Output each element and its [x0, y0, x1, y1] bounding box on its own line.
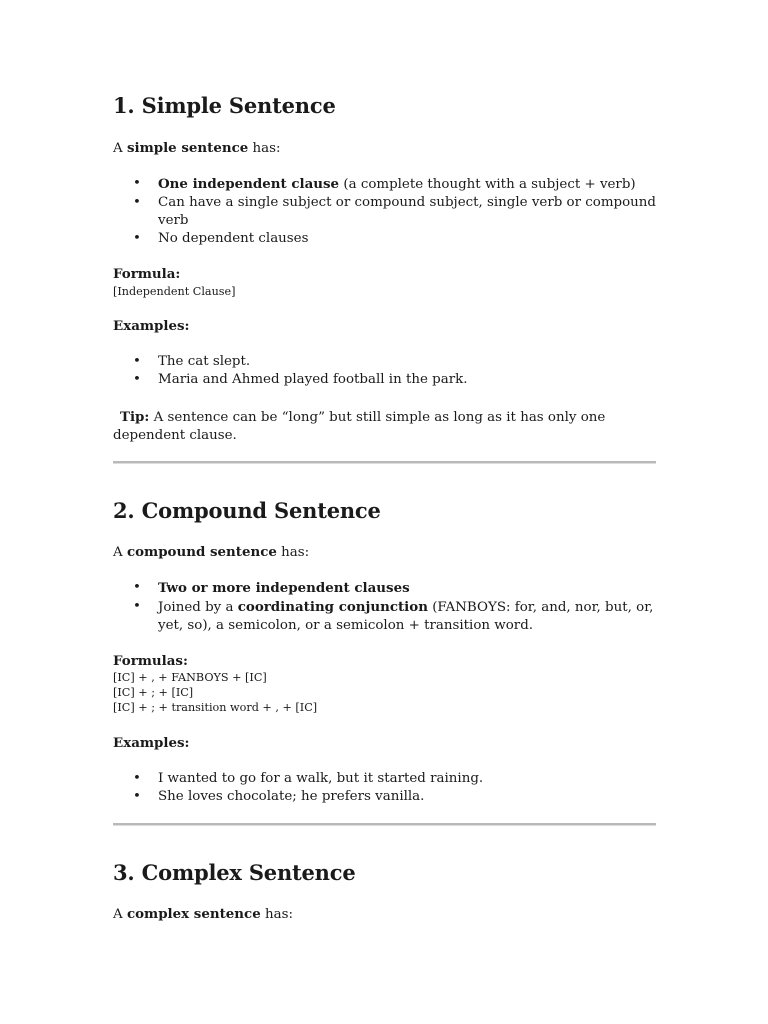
list-item — [113, 230, 656, 248]
formulas-label-text: Formulas: — [113, 653, 188, 669]
examples-label — [113, 317, 190, 336]
intro-text: has: — [260, 907, 293, 922]
section-divider — [113, 823, 656, 826]
list-item-text: Can have a single subject or compound subject, single verb or compound verb — [158, 195, 656, 228]
list-item-text: (FANBOYS: for, and, nor, but, or, yet, so), a semicolon, or a semicolon + transition word. — [158, 600, 654, 633]
formula-line: [IC] + ; + [IC] — [113, 686, 194, 699]
list-item: • She loves chocolate; he prefers vanilla. — [113, 788, 656, 806]
intro-term: simple sentence — [126, 140, 249, 156]
simple-sentence-intro — [113, 139, 281, 158]
list-item-text: No dependent clauses — [158, 231, 309, 246]
section-heading-simple-sentence: 1. Simple Sentence — [113, 93, 336, 118]
list-item — [113, 194, 656, 230]
formula-label-text: Formula: — [113, 266, 181, 282]
list-item-text: Joined by a — [158, 600, 238, 615]
list-item-term: Two or more independent clauses — [158, 580, 410, 596]
formula-line: [Independent Clause] — [113, 285, 236, 298]
compound-sentence-bullet-list — [113, 579, 656, 635]
intro-text: has: — [276, 545, 310, 560]
formulas-label — [113, 652, 188, 671]
list-item — [113, 598, 656, 635]
list-item: • Maria and Ahmed played football in the park. — [113, 371, 656, 389]
intro-text: A — [113, 907, 127, 922]
list-item-text: (a complete thought with a subject + verb) — [339, 177, 636, 192]
tip-text: A sentence can be “long” but still simple as long as it has only one dependent clause. — [113, 410, 606, 443]
examples-label — [113, 734, 190, 753]
list-item — [113, 175, 656, 194]
list-item — [113, 579, 656, 598]
complex-sentence-intro — [113, 905, 293, 924]
section-heading-complex-sentence: 3. Complex Sentence — [113, 860, 356, 885]
intro-text: A — [113, 141, 127, 156]
list-item-term: coordinating conjunction — [237, 599, 428, 615]
formula-label — [113, 265, 180, 284]
simple-sentence-bullet-list — [113, 175, 656, 248]
formula-line: [IC] + , + FANBOYS + [IC] — [113, 671, 267, 684]
simple-sentence-examples-list — [113, 353, 656, 389]
examples-label-text: Examples: — [113, 735, 190, 751]
tip-paragraph — [113, 408, 653, 445]
formula-line: [IC] + ; + transition word + , + [IC] — [113, 701, 318, 714]
intro-text: A — [113, 545, 127, 560]
section-divider — [113, 461, 656, 464]
compound-sentence-examples-list — [113, 770, 656, 806]
examples-label-text: Examples: — [113, 318, 190, 334]
intro-term: compound sentence — [126, 544, 277, 560]
list-item: • I wanted to go for a walk, but it started raining. — [113, 770, 656, 788]
tip-label: Tip: — [120, 409, 150, 425]
intro-text: has: — [248, 141, 281, 156]
intro-term: complex sentence — [126, 906, 261, 922]
list-item-term: One independent clause — [158, 176, 340, 192]
section-heading-compound-sentence: 2. Compound Sentence — [113, 498, 381, 523]
compound-sentence-intro — [113, 543, 309, 562]
list-item: • The cat slept. — [113, 353, 656, 371]
